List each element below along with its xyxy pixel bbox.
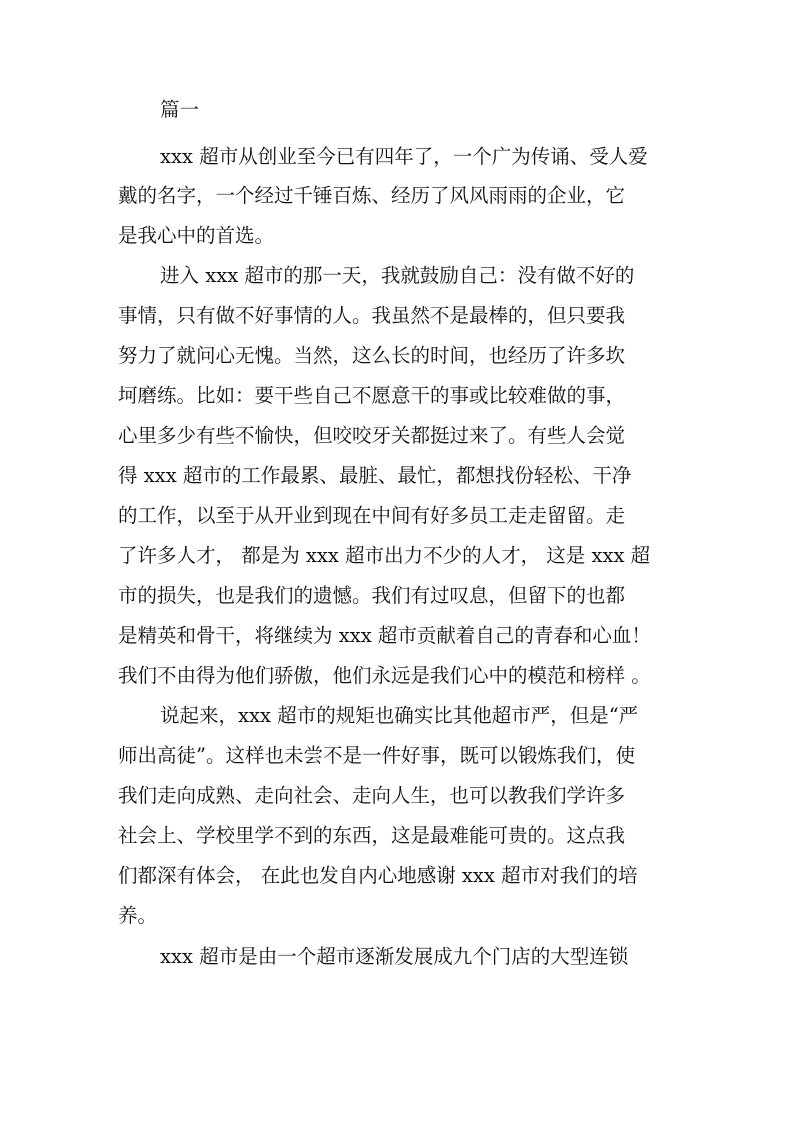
- paragraph-line: 社会上、学校里学不到的东西，这是最难能可贵的。这点我: [118, 824, 626, 847]
- paragraph-line: 师出高徒”。这样也未尝不是一件好事，既可以锻炼我们，使: [118, 744, 635, 767]
- paragraph-line: 了许多人才， 都是为 xxx 超市出力不少的人才， 这是 xxx 超: [118, 544, 651, 567]
- paragraph-line: xxx 超市从创业至今已有四年了，一个广为传诵、受人爱: [160, 145, 648, 168]
- paragraph-line: 市的损失，也是我们的遗憾。我们有过叹息，但留下的也都: [118, 584, 626, 607]
- paragraph-line: 努力了就问心无愧。当然，这么长的时间，也经历了许多坎: [118, 344, 626, 367]
- paragraph-line: 事情，只有做不好事情的人。我虽然不是最棒的，但只要我: [118, 304, 626, 327]
- section-heading: 篇一: [160, 98, 200, 121]
- paragraph-line: 养。: [118, 904, 158, 927]
- paragraph-line: 是我心中的首选。: [118, 224, 275, 247]
- paragraph-line: 的工作，以至于从开业到现在中间有好多员工走走留留。走: [118, 504, 626, 527]
- paragraph-line: 是精英和骨干，将继续为 xxx 超市贡献着自己的青春和心血！: [118, 624, 651, 647]
- paragraph-line: 们都深有体会， 在此也发自内心地感谢 xxx 超市对我们的培: [118, 864, 638, 887]
- paragraph-line: 坷磨练。比如：要干些自己不愿意干的事或比较难做的事，: [118, 384, 626, 407]
- paragraph-line: 说起来，xxx 超市的规矩也确实比其他超市严，但是“严: [160, 704, 639, 727]
- paragraph-line: 我们不由得为他们骄傲，他们永远是我们心中的模范和榜样 。: [118, 664, 651, 687]
- paragraph-line: xxx 超市是由一个超市逐渐发展成九个门店的大型连锁: [160, 945, 629, 968]
- paragraph-line: 进入 xxx 超市的那一天，我就鼓励自己：没有做不好的: [160, 264, 635, 287]
- paragraph-line: 得 xxx 超市的工作最累、最脏、最忙，都想找份轻松、干净: [118, 464, 632, 487]
- paragraph-line: 心里多少有些不愉快，但咬咬牙关都挺过来了。有些人会觉: [118, 424, 626, 447]
- paragraph-line: 戴的名字，一个经过千锤百炼、经历了风风雨雨的企业，它: [118, 184, 626, 207]
- paragraph-line: 我们走向成熟、走向社会、走向人生，也可以教我们学许多: [118, 784, 626, 807]
